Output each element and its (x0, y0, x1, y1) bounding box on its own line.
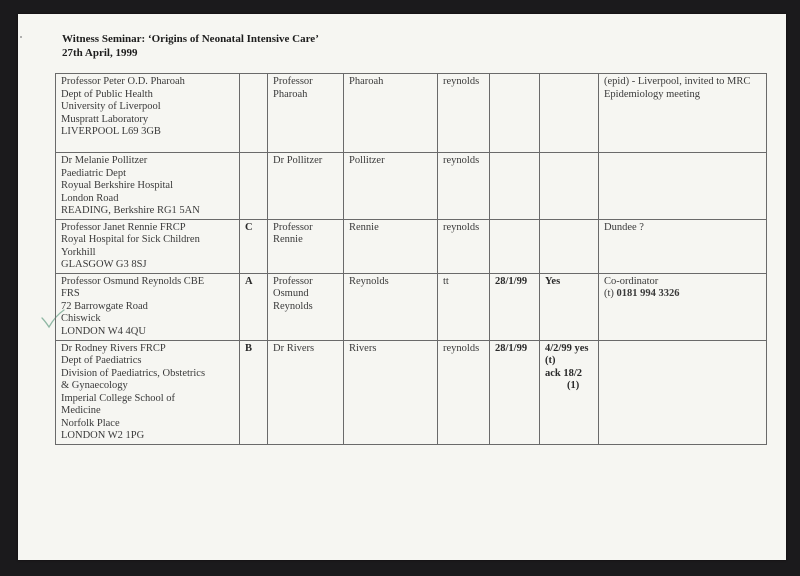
address-cell-line: Dr Rodney Rivers FRCP (61, 342, 166, 354)
seminar-date: 27th April, 1999 (62, 47, 138, 59)
source-cell: reynolds (438, 74, 490, 153)
salutation-cell-line: Professor (273, 221, 313, 233)
source-cell: tt (438, 273, 490, 340)
reply-cell-line: ack 18/2 (545, 367, 583, 379)
notes-cell (599, 74, 767, 153)
surname-cell: Rennie (344, 219, 438, 273)
group-code-cell: A (240, 273, 268, 340)
source-cell: reynolds (438, 340, 490, 444)
surname-cell: Rivers (344, 340, 438, 444)
source-cell: reynolds (438, 153, 490, 220)
group-code-cell (240, 153, 268, 220)
address-cell-line: LONDON W4 4QU (61, 325, 146, 337)
address-cell-line: Imperial College School of (61, 392, 176, 404)
document-heading (62, 32, 319, 60)
notes-cell-line: Co-ordinator (604, 275, 659, 287)
table-row (56, 74, 767, 153)
salutation-cell (268, 74, 344, 153)
sent-date-cell: 28/1/99 (490, 340, 540, 444)
address-cell-line: GLASGOW G3 8SJ (61, 259, 147, 270)
address-cell-line: Chiswick (61, 313, 101, 324)
salutation-cell (268, 219, 344, 273)
participants-table (55, 73, 767, 445)
salutation-cell (268, 273, 344, 340)
salutation-cell-line: Dr Rivers (273, 342, 315, 354)
address-cell-line: Dr Melanie Pollitzer (61, 155, 148, 166)
notes-cell (599, 153, 767, 220)
notes-cell (599, 219, 767, 273)
address-cell-line: Division of Paediatrics, Obstetrics (61, 367, 206, 379)
address-cell-line: Royual Berkshire Hospital (61, 180, 173, 191)
address-cell-line: Professor Osmund Reynolds CBE (61, 275, 205, 287)
address-cell-line: LONDON W2 1PG (61, 430, 145, 441)
source-cell: reynolds (438, 219, 490, 273)
reply-cell (540, 153, 599, 220)
address-cell-line: Dept of Paediatrics (61, 355, 142, 366)
address-cell-line: Royal Hospital for Sick Children (61, 234, 200, 245)
address-cell-line: Professor Janet Rennie FRCP (61, 221, 186, 233)
reply-cell-line: 4/2/99 yes (545, 342, 589, 354)
sent-date-cell (490, 74, 540, 153)
table-row (56, 340, 767, 444)
address-cell-line: Yorkhill (61, 246, 96, 258)
address-cell-line: LIVERPOOL L69 3GB (61, 126, 161, 137)
address-cell-line: University of Liverpool (61, 101, 161, 112)
address-cell-line: Dept of Public Health (61, 88, 153, 100)
address-cell-line: READING, Berkshire RG1 5AN (61, 205, 200, 216)
notes-cell-line: (epid) - Liverpool, invited to MRC (604, 76, 751, 87)
reply-cell (540, 74, 599, 153)
address-cell (56, 219, 240, 273)
reply-cell (540, 340, 599, 444)
sent-date-cell: 28/1/99 (490, 273, 540, 340)
salutation-cell-line: Reynolds (273, 300, 313, 312)
notes-cell (599, 273, 767, 340)
salutation-cell-line: Rennie (273, 234, 303, 245)
table-row (56, 273, 767, 340)
seminar-title: Witness Seminar: ‘Origins of Neonatal Intensive Care’ (62, 33, 319, 45)
sent-date-cell (490, 153, 540, 220)
salutation-cell-line: Professor (273, 275, 313, 287)
address-cell-line: FRS (61, 288, 80, 299)
notes-phone: (t) 0181 994 3326 (604, 288, 680, 299)
salutation-cell-line: Pharoah (273, 88, 308, 100)
address-cell-line: Norfolk Place (61, 417, 120, 429)
group-code-cell: C (240, 219, 268, 273)
address-cell-line: Muspratt Laboratory (61, 113, 149, 125)
salutation-cell (268, 153, 344, 220)
address-cell-line: & Gynaecology (61, 380, 128, 391)
notes-cell-line: Epidemiology meeting (604, 88, 700, 100)
address-cell (56, 273, 240, 340)
reply-cell (540, 273, 599, 340)
table-row (56, 219, 767, 273)
reply-cell-line: (1) (567, 380, 580, 391)
salutation-cell (268, 340, 344, 444)
address-cell (56, 153, 240, 220)
reply-cell-line: (t) (545, 355, 556, 366)
surname-cell: Reynolds (344, 273, 438, 340)
paper-speck (20, 36, 22, 38)
notes-cell (599, 340, 767, 444)
sent-date-cell (490, 219, 540, 273)
surname-cell: Pharoah (344, 74, 438, 153)
address-cell-line: Professor Peter O.D. Pharoah (61, 76, 185, 87)
address-cell-line: London Road (61, 192, 119, 204)
group-code-cell (240, 74, 268, 153)
reply-cell (540, 219, 599, 273)
address-cell (56, 74, 240, 153)
table-row (56, 153, 767, 220)
address-cell-line: Medicine (61, 405, 101, 416)
salutation-cell-line: Professor (273, 76, 313, 87)
surname-cell: Pollitzer (344, 153, 438, 220)
salutation-cell-line: Dr Pollitzer (273, 155, 323, 166)
address-cell-line: Paediatric Dept (61, 167, 127, 179)
address-cell (56, 340, 240, 444)
notes-cell-line: Dundee ? (604, 221, 644, 233)
salutation-cell-line: Osmund (273, 288, 309, 299)
group-code-cell: B (240, 340, 268, 444)
address-cell-line: 72 Barrowgate Road (61, 300, 148, 312)
reply-cell-line: Yes (545, 275, 561, 287)
